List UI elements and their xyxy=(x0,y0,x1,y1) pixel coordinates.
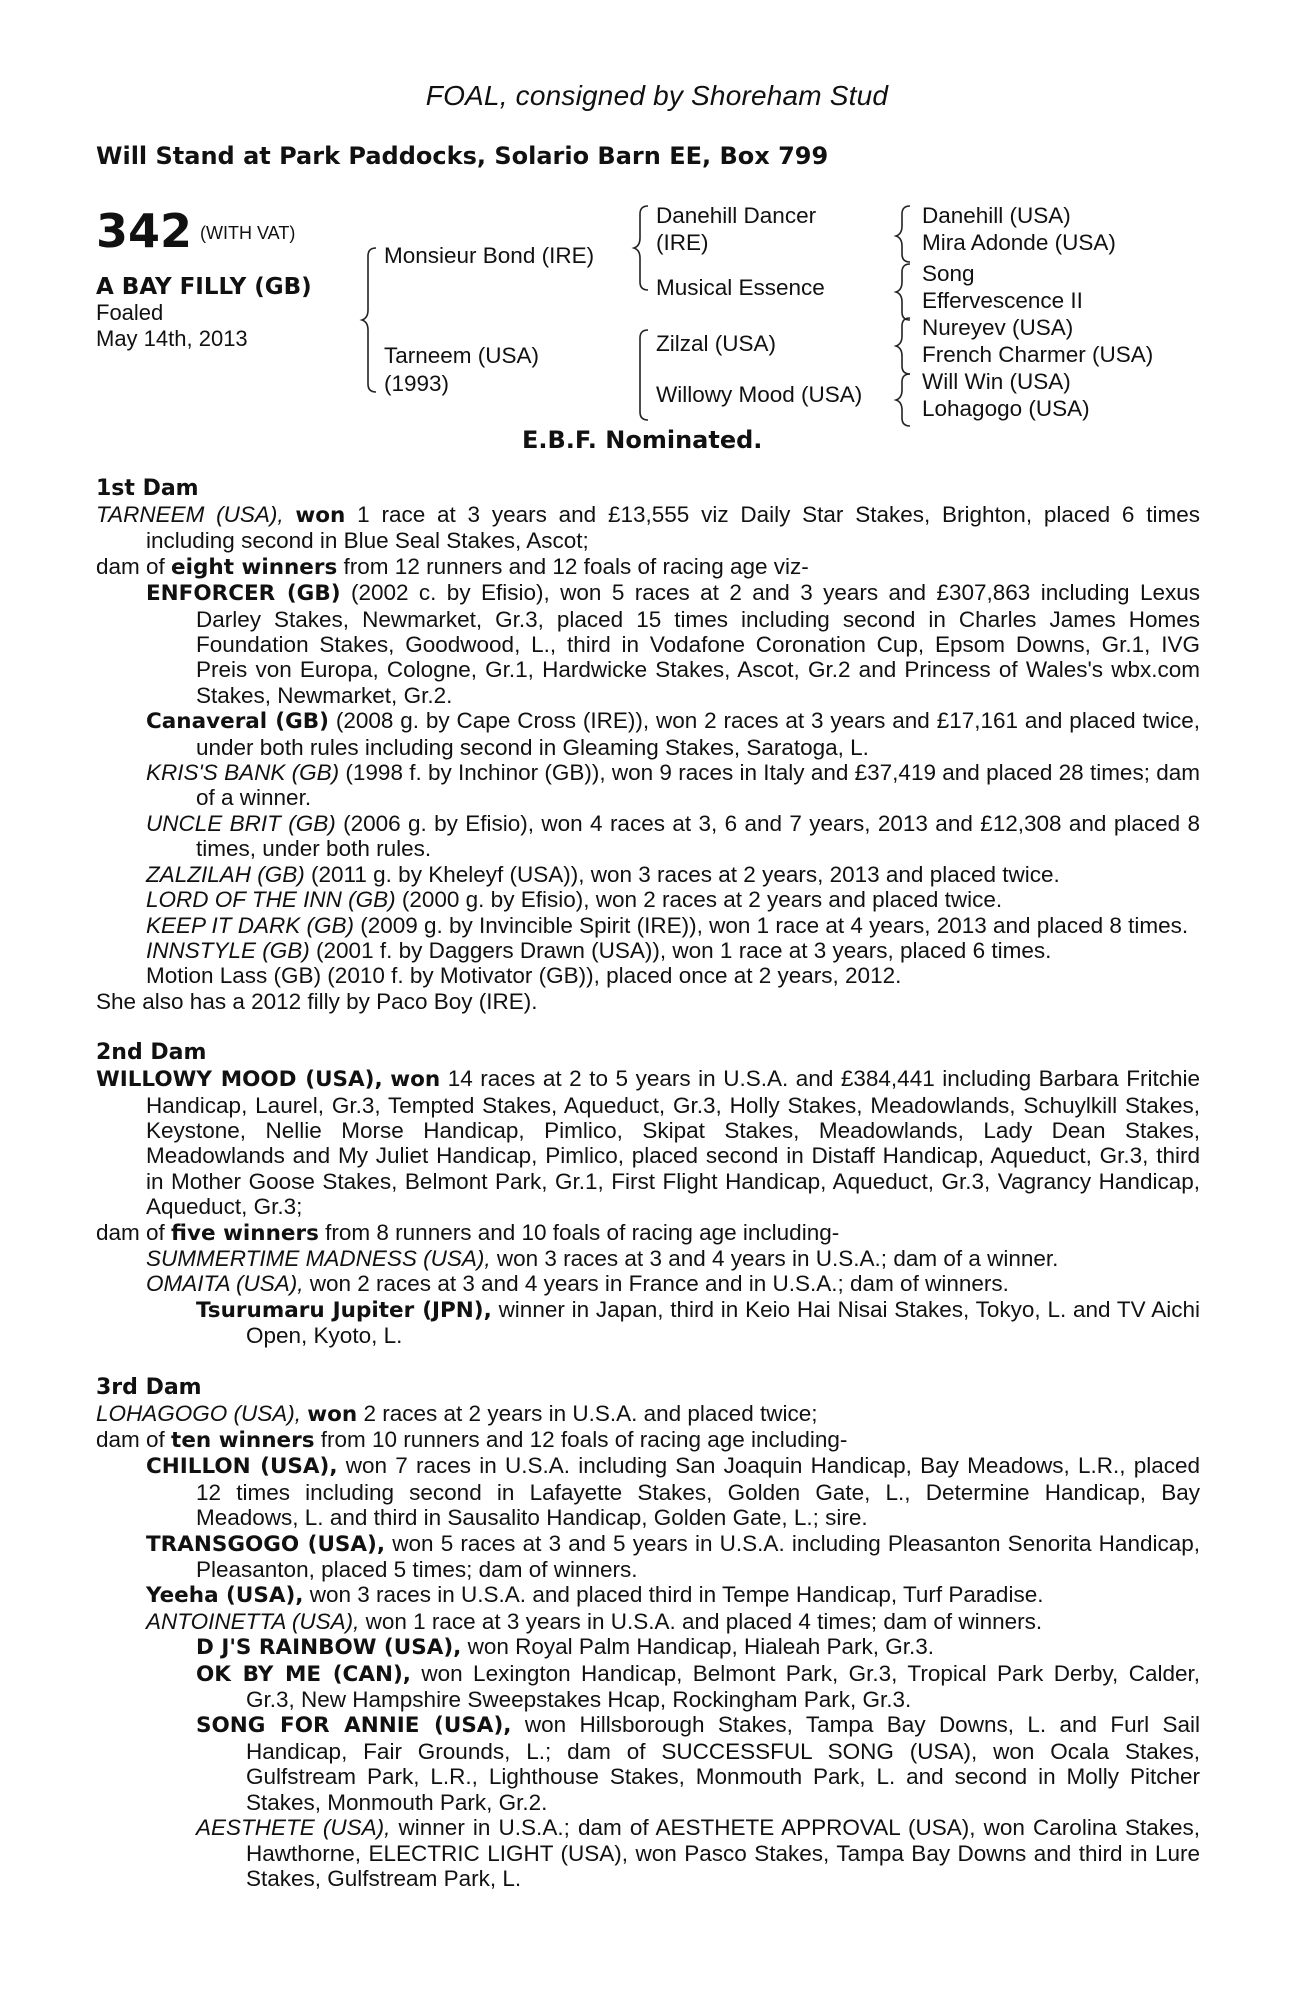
horse-record: (2009 g. by Invincible Spirit (IRE)), won 1 race at 4 years, 2013 and placed 8 times. xyxy=(353,912,1189,938)
horse-name: OK BY ME (CAN), xyxy=(196,1661,411,1687)
list-item xyxy=(96,862,1200,887)
horse-name: CHILLON (USA), xyxy=(146,1454,338,1480)
third-dam-section xyxy=(96,1374,1200,1892)
horse-record: (2006 g. by Efisio), won 4 races at 3, 6 and 7 years, 2013 and £12,308 and placed 8 times, under both rules. xyxy=(196,810,1200,862)
first-dam-won: won xyxy=(295,503,346,528)
list-item xyxy=(96,1634,1200,1660)
horse-name: SONG FOR ANNIE (USA), xyxy=(196,1713,512,1739)
list-item xyxy=(96,811,1200,862)
list-item xyxy=(96,913,1200,938)
horse-record: won Hillsborough Stakes, Tampa Bay Downs, L. and Furl Sail Handicap, Fair Grounds, L.; dam of SUCCESSFUL SONG (USA), won Ocala Stakes, Gulfstream Park, L.R., Lighthouse Stakes, Monmouth Park, L. and second in Molly Pitcher Stakes, Monmouth Park, Gr.2. xyxy=(246,1712,1201,1815)
list-item xyxy=(96,1712,1200,1815)
runners-count: from 10 runners and 12 foals of racing age including- xyxy=(314,1427,848,1452)
lot-description: A BAY FILLY (GB) xyxy=(96,274,312,300)
horse-record: (1998 f. by Inchinor (GB)), won 9 races in Italy and £37,419 and placed 28 times; dam of a winner. xyxy=(196,760,1200,811)
list-item xyxy=(96,938,1200,963)
third-dam-won: won xyxy=(307,1401,358,1427)
list-item xyxy=(96,760,1200,811)
list-item xyxy=(96,1271,1200,1296)
horse-record: won 3 races at 3 and 4 years in U.S.A.; dam of a winner. xyxy=(490,1245,1059,1271)
pedigree-gen3-5: Nureyev (USA) xyxy=(922,315,1074,340)
runners-count: from 8 runners and 10 foals of racing age including- xyxy=(318,1219,840,1245)
second-dam-summary xyxy=(96,1066,1200,1219)
list-item xyxy=(96,1815,1200,1891)
third-dam-name: LOHAGOGO (USA), xyxy=(96,1400,302,1426)
pedigree-gen3-1: Danehill (USA) xyxy=(922,203,1071,228)
horse-name: ENFORCER (GB) xyxy=(146,581,341,607)
first-dam-heading: 1st Dam xyxy=(96,476,199,501)
third-dam-summary xyxy=(96,1401,1200,1427)
horse-name: D J'S RAINBOW (USA), xyxy=(196,1635,462,1661)
horse-name: ZALZILAH (GB) xyxy=(146,861,305,887)
horse-name: INNSTYLE (GB) xyxy=(146,937,310,963)
first-dam-produce xyxy=(96,554,1200,580)
horse-name: AESTHETE (USA), xyxy=(196,1815,391,1841)
horse-name: Canaveral (GB) xyxy=(146,709,329,735)
pedigree-gen3-6: French Charmer (USA) xyxy=(922,342,1154,367)
horse-name: TRANSGOGO (USA), xyxy=(146,1531,386,1557)
third-dam-produce xyxy=(96,1427,1200,1453)
pedigree-sire-sire: Danehill Dancer xyxy=(656,203,817,228)
horse-name: ANTOINETTA (USA), xyxy=(146,1608,360,1634)
pedigree-gen3-7: Will Win (USA) xyxy=(922,369,1071,394)
horse-record: won 7 races in U.S.A. including San Joaquin Handicap, Bay Meadows, L.R., placed 12 times including second in Lafayette Stakes, Golden Gate, L., Determine Handicap, Bay Meadows, L. and third in Sausalito Handicap, Golden Gate, L.; sire. xyxy=(196,1453,1200,1531)
dam-of-label: dam of xyxy=(96,1427,172,1452)
horse-record: (2011 g. by Kheleyf (USA)), won 3 races at 2 years, 2013 and placed twice. xyxy=(304,861,1060,887)
list-item xyxy=(96,1246,1200,1271)
pedigree-dam-year: (1993) xyxy=(384,371,450,396)
horse-record: won Lexington Handicap, Belmont Park, Gr.3, Tropical Park Derby, Calder, Gr.3, New Hampshire Sweepstakes Hcap, Rockingham Park, Gr.3. xyxy=(246,1660,1200,1713)
third-dam-record: 2 races at 2 years in U.S.A. and placed twice; xyxy=(357,1400,818,1426)
list-item xyxy=(96,1661,1200,1713)
page-title: FOAL, consigned by Shoreham Stud xyxy=(425,80,889,111)
first-dam-name: TARNEEM (USA), xyxy=(96,502,284,527)
second-dam-won: won xyxy=(390,1067,441,1093)
winners-count: eight winners xyxy=(171,554,338,580)
horse-record: winner in U.S.A.; dam of AESTHETE APPROVAL (USA), won Carolina Stakes, Hawthorne, ELECTRIC LIGHT (USA), won Pasco Stakes, Tampa Bay Downs and third in Lure Stakes, Gulfstream Park, L. xyxy=(246,1815,1200,1891)
horse-name: SUMMERTIME MADNESS (USA), xyxy=(146,1245,491,1271)
dam-of-label: dam of xyxy=(96,1219,172,1245)
runners-count: from 12 runners and 12 foals of racing age viz- xyxy=(337,553,809,579)
catalogue-content xyxy=(96,475,1200,1916)
horse-record: Motion Lass (GB) (2010 f. by Motivator (GB)), placed once at 2 years, 2012. xyxy=(146,963,902,989)
pedigree-dam-dam: Willowy Mood (USA) xyxy=(656,382,863,407)
pedigree-sire: Monsieur Bond (IRE) xyxy=(384,243,595,268)
first-dam-closing: She also has a 2012 filly by Paco Boy (IRE). xyxy=(96,988,538,1014)
list-item xyxy=(96,1531,1200,1583)
list-item xyxy=(96,963,1200,988)
horse-record: (2002 c. by Efisio), won 5 races at 2 and 3 years and £307,863 including Lexus Darley Stakes, Newmarket, Gr.3, placed 15 times including second in Charles James Homes Foundation Stakes, Goodwood, L., third in Vodafone Coronation Cup, Epsom Downs, Gr.1, IVG Preis von Europa, Cologne, Gr.1, Hardwicke Stakes, Ascot, Gr.2 and Princess of Wales's wbx.com Stakes, Newmarket, Gr.2. xyxy=(196,580,1200,708)
vat-note: (WITH VAT) xyxy=(200,223,296,243)
first-dam-record: 1 race at 3 years and £13,555 viz Daily Star Stakes, Brighton, placed 6 times including second in Blue Seal Stakes, Ascot; xyxy=(146,502,1200,554)
horse-name: OMAITA (USA), xyxy=(146,1271,304,1297)
horse-record: (2008 g. by Cape Cross (IRE)), won 2 races at 3 years and £17,161 and placed twice, under both rules including second in Gleaming Stakes, Saratoga, L. xyxy=(196,708,1200,760)
lot-number: 342 xyxy=(96,204,193,258)
horse-record: won 3 races in U.S.A. and placed third in Tempe Handicap, Turf Paradise. xyxy=(303,1582,1044,1608)
list-item xyxy=(96,887,1200,912)
list-item xyxy=(96,1297,1200,1349)
list-item xyxy=(96,708,1200,760)
horse-record: (2001 f. by Daggers Drawn (USA)), won 1 race at 3 years, placed 6 times. xyxy=(309,937,1052,963)
stand-info: Will Stand at Park Paddocks, Solario Barn EE, Box 799 xyxy=(96,142,829,170)
first-dam-summary xyxy=(96,502,1200,554)
horse-record: won 1 race at 3 years in U.S.A. and placed 4 times; dam of winners. xyxy=(359,1608,1043,1634)
pedigree-gen3-2: Mira Adonde (USA) xyxy=(922,230,1116,255)
pedigree-dam: Tarneem (USA) xyxy=(384,343,540,368)
pedigree-gen3-4: Effervescence II xyxy=(922,288,1083,313)
second-dam-heading: 2nd Dam xyxy=(96,1040,207,1066)
second-dam-record: 14 races at 2 to 5 years in U.S.A. and £384,441 including Barbara Fritchie Handicap, Laurel, Gr.3, Tempted Stakes, Aqueduct, Gr.3, Holly Stakes, Meadowlands, Schuylkill Stakes, Keystone, Nellie Morse Handicap, Pimlico, Skipat Stakes, Meadowlands, Lady Dean Stakes, Meadowlands and My Juliet Handicap, Pimlico, placed second in Distaff Handicap, Aqueduct, Gr.3, third in Mother Goose Stakes, Belmont Park, Gr.1, First Flight Handicap, Aqueduct, Gr.3, Vagrancy Handicap, Aqueduct, Gr.3; xyxy=(146,1066,1200,1220)
winners-count: five winners xyxy=(171,1220,319,1246)
pedigree-sire-dam: Musical Essence xyxy=(656,275,825,300)
pedigree-gen3-3: Song xyxy=(922,261,975,286)
pedigree-gen3-8: Lohagogo (USA) xyxy=(922,396,1090,421)
foaled-label: Foaled xyxy=(96,300,164,325)
winners-count: ten winners xyxy=(171,1428,315,1453)
first-dam-section xyxy=(96,475,1200,1014)
horse-record: won 5 races at 3 and 5 years in U.S.A. including Pleasanton Senorita Handicap, Pleasanton, placed 5 times; dam of winners. xyxy=(196,1530,1201,1583)
pedigree-dam-sire: Zilzal (USA) xyxy=(656,331,777,356)
list-item xyxy=(96,1582,1200,1608)
second-dam-produce xyxy=(96,1220,1200,1246)
horse-record: won Royal Palm Handicap, Hialeah Park, Gr.3. xyxy=(461,1634,935,1660)
third-dam-heading: 3rd Dam xyxy=(96,1374,202,1400)
second-dam-section xyxy=(96,1039,1200,1348)
foaled-date: May 14th, 2013 xyxy=(96,326,248,351)
pedigree-sire-sire-country: (IRE) xyxy=(656,230,709,255)
horse-name: KRIS'S BANK (GB) xyxy=(146,760,340,786)
horse-name: Tsurumaru Jupiter (JPN), xyxy=(196,1297,492,1323)
horse-name: LORD OF THE INN (GB) xyxy=(146,887,396,913)
horse-record: (2000 g. by Efisio), won 2 races at 2 years and placed twice. xyxy=(395,887,1003,913)
horse-name: UNCLE BRIT (GB) xyxy=(146,810,336,836)
horse-record: winner in Japan, third in Keio Hai Nisai Stakes, Tokyo, L. and TV Aichi Open, Kyoto, L. xyxy=(246,1296,1200,1349)
list-item xyxy=(96,1609,1200,1634)
ebf-nomination: E.B.F. Nominated. xyxy=(522,426,763,454)
horse-record: won 2 races at 3 and 4 years in France and in U.S.A.; dam of winners. xyxy=(303,1271,1009,1297)
horse-name: KEEP IT DARK (GB) xyxy=(146,912,354,938)
horse-name: Yeeha (USA), xyxy=(146,1583,304,1609)
second-dam-name: WILLOWY MOOD (USA), xyxy=(96,1067,383,1093)
dam-of-label: dam of xyxy=(96,553,172,579)
list-item xyxy=(96,1453,1200,1530)
list-item xyxy=(96,580,1200,708)
